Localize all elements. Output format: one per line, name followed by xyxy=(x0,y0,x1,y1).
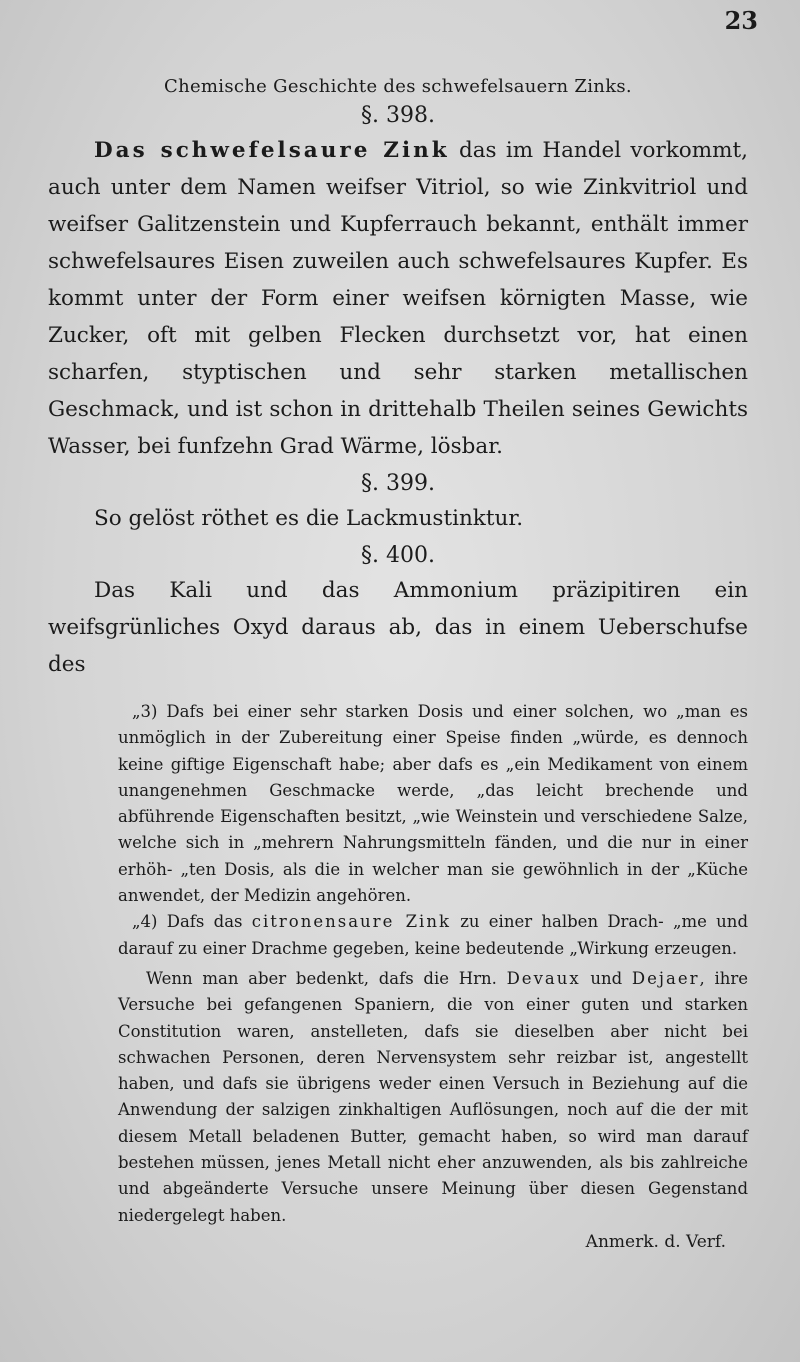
section-398-body: das im Handel vorkommt, auch unter dem Namen weifser Vitriol, so wie Zinkvitriol und weifser Galitzenstein und Kupferrauch bekannt, enthält immer schwefelsaures Eisen zuweilen auch schwefelsaures Kupfer. Es kommt unter der Form einer weifsen körnigten Masse, wie Zucker, oft mit gelben Flecken durchsetzt vor, hat einen scharfen, styptischen und sehr starken metallischen Geschmack, und ist schon in drittehalb Theilen seines Gewichts Wasser, bei funfzehn Grad Wärme, lösbar. xyxy=(48,138,748,459)
footnote-closing xyxy=(118,966,748,1229)
footnote-item-4-post: zu einer halben Drach- „me und darauf zu einer Drachme gegeben, keine bedeutende „Wirkung erzeugen. xyxy=(118,912,749,958)
spaced-term: citronensaure Zink xyxy=(251,912,451,932)
spaced-term: Das schwefelsaure Zink xyxy=(94,138,450,163)
section-400-text: Das Kali und das Ammonium präzipitiren ein weifsgrünliches Oxyd daraus ab, das in einem Ueberschufse des xyxy=(48,578,748,677)
closing-pre: Wenn man aber bedenkt, dafs die Hrn. xyxy=(146,968,507,988)
running-head: Chemische Geschichte des schwefelsauern Zinks. xyxy=(164,76,632,97)
author-name-devaux: Devaux xyxy=(506,968,581,988)
page-number: 23 xyxy=(724,6,758,35)
footnote-signature: Anmerk. d. Verf. xyxy=(585,1231,726,1252)
section-mark-400: §. 400. xyxy=(361,543,435,568)
footnote-item-4 xyxy=(118,909,748,962)
footnote-item-3: „3) Dafs bei einer sehr starken Dosis und einer solchen, wo „man es unmöglich in der Zubereitung einer Speise finden „würde, es dennoch keine giftige Eigenschaft habe; aber dafs es „ein Medikament von einem unangenehmen Geschmacke werde, „das leicht brechende und abführende Eigenschaften besitzt, „wie Weinstein und verschiedene Salze, welche sich in „mehrern Nahrungsmitteln fänden, und die nur in einer erhöh- „ten Dosis, als die in welcher man sie gewöhnlich in der „Küche anwendet, der Medizin angehören. xyxy=(118,702,748,906)
footnote-block xyxy=(48,699,748,1255)
section-mark-398: §. 398. xyxy=(361,103,435,128)
closing-and: und xyxy=(580,968,632,988)
footnote-item-4-pre: „4) Dafs das xyxy=(132,912,252,932)
closing-post: , ihre Versuche bei gefangenen Spaniern, die von einer guten und starken Constitution waren, anstelleten, dafs sie dieselben aber nicht bei schwachen Personen, deren Nervensystem sehr reizbar ist, angestellt haben, und dafs sie übrigens weder einen Versuch in Beziehung auf die Anwendung der salzigen zinkhaltigen Auflösungen, noch auf die der mit diesem Metall beladenen Butter, gemacht haben, so wird man darauf bestehen müssen, jenes Metall nicht eher anzuwenden, als bis zahlreiche und abgeänderte Versuche unsere Meinung über diesen Gegenstand niedergelegt haben. xyxy=(118,968,749,1225)
author-name-dejaer: Dejaer xyxy=(631,968,700,988)
section-mark-399: §. 399. xyxy=(361,471,435,496)
section-398-text xyxy=(48,132,748,465)
section-399-text: So gelöst röthet es die Lackmustinktur. xyxy=(94,506,524,531)
